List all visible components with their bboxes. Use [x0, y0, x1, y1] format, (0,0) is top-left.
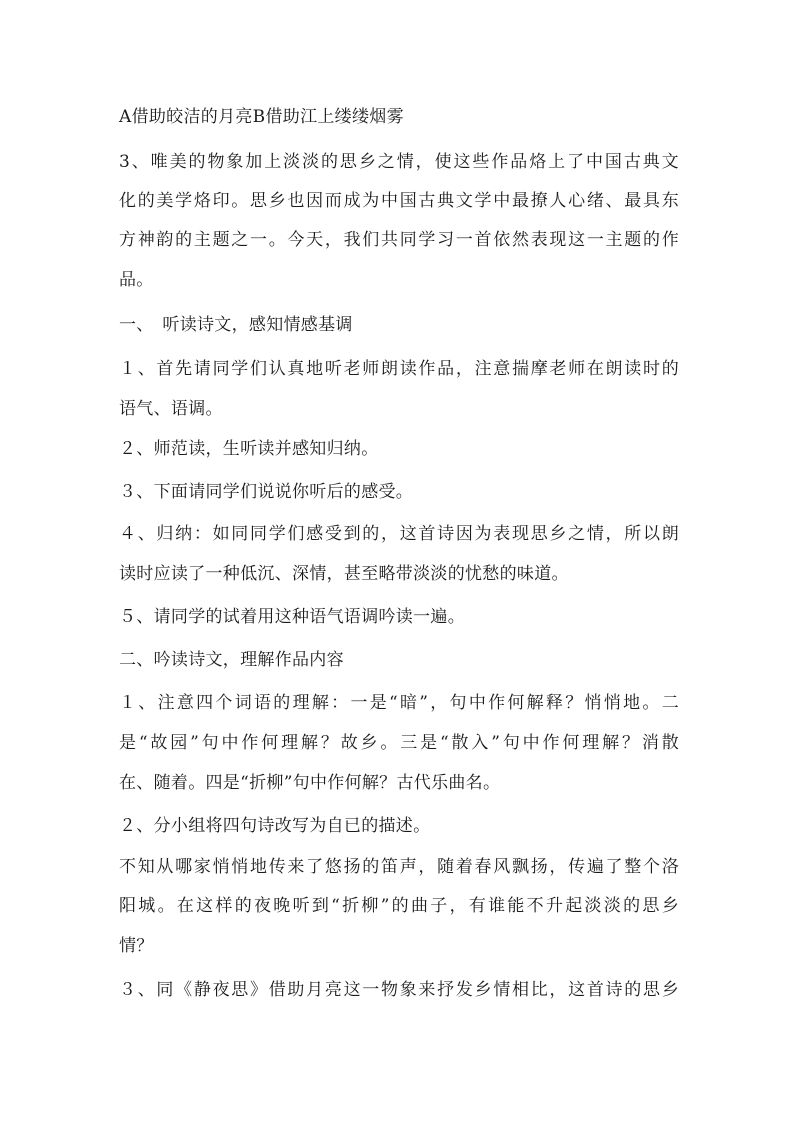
list-item-line: ３、同《静夜思》借助月亮这一物象来抒发乡情相比，这首诗的思乡	[119, 980, 679, 1000]
paragraph-line: 情？	[119, 936, 154, 956]
list-item-line: ５、请同学的试着用这种语气语调吟读一遍。	[119, 607, 465, 627]
section-heading: 二、吟读诗文，理解作品内容	[119, 650, 344, 670]
paragraph-line: 品。	[119, 270, 154, 290]
list-item-line: １、注意四个词语的理解：一是“暗”，句中作何解释？悄悄地。二	[119, 693, 679, 713]
section-heading: 一、 听读诗文，感知情感基调	[119, 315, 353, 335]
list-item-line: ２、分小组将四句诗改写为自已的描述。	[119, 816, 431, 836]
list-item-line: 语气、语调。	[119, 399, 223, 419]
paragraph-line: 化的美学烙印。思乡也因而成为中国古典文学中最撩人心绪、最具东	[119, 191, 679, 211]
list-item-line: ４、归纳：如同同学们感受到的，这首诗因为表现思乡之情，所以朗	[119, 524, 679, 544]
list-item-line: 是“故园”句中作何理解？故乡。三是“散入”句中作何理解？消散	[119, 733, 679, 753]
paragraph-line: 阳城。在这样的夜晚听到“折柳”的曲子，有谁能不升起淡淡的思乡	[119, 896, 679, 916]
paragraph-line: 方神韵的主题之一。今天，我们共同学习一首依然表现这一主题的作	[119, 230, 679, 250]
option-line: A借助皎洁的月亮B借助江上缕缕烟雾	[119, 107, 404, 127]
list-item-line: ３、下面请同学们说说你听后的感受。	[119, 482, 414, 502]
list-item-line: 在、随着。四是“折柳”句中作何解？古代乐曲名。	[119, 773, 501, 793]
list-item-line: １、首先请同学们认真地听老师朗读作品，注意揣摩老师在朗读时的	[119, 359, 679, 379]
list-item-line: 读时应读了一种低沉、深情，甚至略带淡淡的忧愁的味道。	[119, 564, 569, 584]
paragraph-line: 不知从哪家悄悄地传来了悠扬的笛声，随着春风飘扬，传遍了整个洛	[119, 857, 679, 877]
paragraph-line: 3、唯美的物象加上淡淡的思乡之情，使这些作品烙上了中国古典文	[119, 152, 679, 172]
list-item-line: ２、师范读，生听读并感知归纳。	[119, 439, 379, 459]
